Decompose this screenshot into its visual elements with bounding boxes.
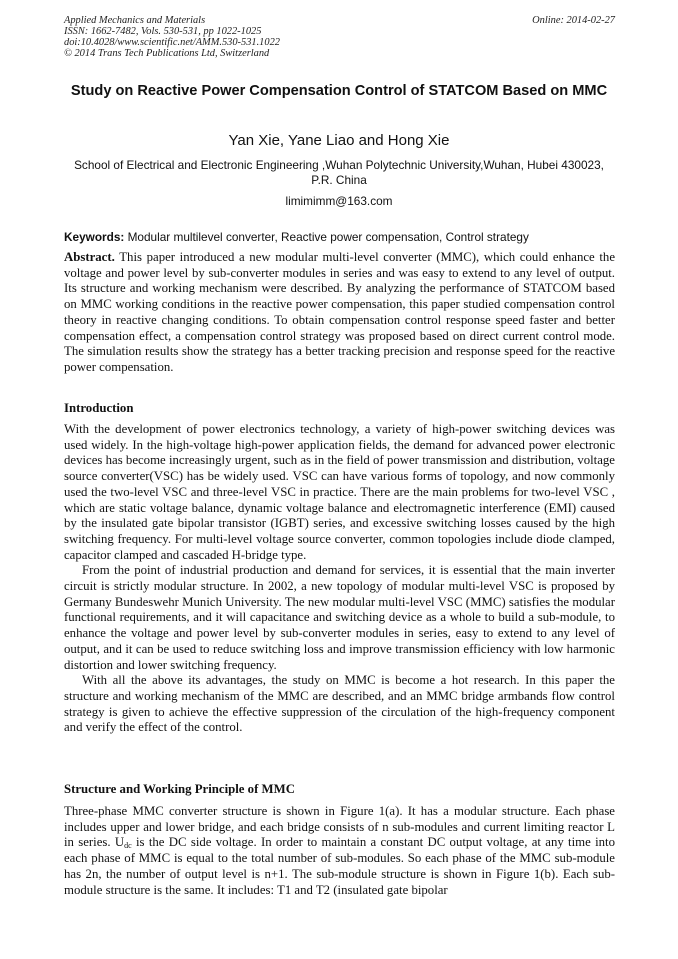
intro-paragraph-3: With all the above its advantages, the study on MMC is become a hot research. In this paper the structure and working mechanism of the MMC are described, and an MMC bridge armbands flow control strategy is given to achieve the effective suppression of the circulation of the high-frequency component and verify the effect of the control. <box>64 673 615 735</box>
abstract <box>64 250 615 376</box>
issn-line: ISSN: 1662-7482, Vols. 530-531, pp 1022-1025 <box>64 26 262 37</box>
udc-subscript: dc <box>124 841 132 851</box>
paper-title: Study on Reactive Power Compensation Control of STATCOM Based on MMC <box>70 83 608 99</box>
introduction-body <box>64 422 615 736</box>
abstract-text: This paper introduced a new modular multi-level converter (MMC), which could enhance the voltage and power level by sub-converter modules in series and was easy to extend to any level of output. Its structure and working mechanism were described. By analyzing the performance of STATCOM based on MMC working conditions in the reactive power compensation, this paper studied compensation control theory in reactive changing conditions. To obtain compensation control response speed faster and better compensation effect, a compensation control strategy was proposed based on direct current control mode. The simulation results show the strategy has a better tracking precision and response speed for the reactive power compensation. <box>64 250 615 374</box>
structure-paragraph-1 <box>64 804 615 898</box>
email: limimimm@163.com <box>285 194 393 208</box>
structure-text-a: Three-phase MMC converter structure is shown in Figure 1(a). It has a modular structure. Each phase includes upper and lower bridge, and each bridge consists of n sub-modules and current limiting reactor L in series. U <box>64 804 615 850</box>
journal-name: Applied Mechanics and Materials <box>64 15 206 26</box>
online-date: Online: 2014-02-27 <box>532 15 615 26</box>
keywords <box>64 230 616 244</box>
section-heading-structure: Structure and Working Principle of MMC <box>64 782 295 796</box>
authors: Yan Xie, Yane Liao and Hong Xie <box>228 132 450 149</box>
intro-paragraph-1: With the development of power electronics technology, a variety of high-power switching devices was used widely. In the high-voltage high-power application fields, the demand for advanced power electronic devices has become increasingly urgent, such as in the field of power transmission and distribution, voltage source converter(VSC) has be widely used. VSC can have various forms of topology, and now commonly used the two-level VSC and three-level VSC in practice. There are the main problems for two-level VSC , which are static voltage balance, dynamic voltage balance and electromagnetic interference (EMI) caused by the insulated gate bipolar transistor (IGBT) series, and excessive switching losses caused by the high switching frequency. For multi-level voltage source converter, common topologies include diode clamped, capacitor clamped and cascaded H-bridge type. <box>64 422 615 562</box>
copyright-line: © 2014 Trans Tech Publications Ltd, Switzerland <box>64 48 270 59</box>
doi-line: doi:10.4028/www.scientific.net/AMM.530-531.1022 <box>64 37 280 48</box>
running-header <box>64 15 280 59</box>
intro-paragraph-2: From the point of industrial production and demand for services, it is essential that the main inverter circuit is strictly modular structure. In 2002, a new topology of modular multi-level VSC is proposed by Germany Bundeswehr Munich University. The new modular multi-level VSC (MMC) satisfies the modular functional requirements, and it will capacitance and switching device as a whole to build a sub-module, to enhance the voltage and power level by sub-converter modules in series, easy to extend to any level of output, and it can be used to reduce switching loss and improve transmission efficiency with low harmonic distortion and lower switching frequency. <box>64 563 615 672</box>
keywords-text: Modular multilevel converter, Reactive power compensation, Control strategy <box>127 230 529 244</box>
affiliation: School of Electrical and Electronic Engineering ,Wuhan Polytechnic University,Wuhan, Hubei 430023, P.R. China <box>74 158 604 187</box>
structure-body <box>64 804 615 898</box>
keywords-label: Keywords: <box>64 230 125 244</box>
section-heading-introduction: Introduction <box>64 401 134 415</box>
structure-text-b: is the DC side voltage. In order to maintain a constant DC output voltage, at any time into each phase of MMC is equal to the total number of sub-modules. So each phase of the MMC sub-module has 2n, the number of output level is n+1. The sub-module structure is shown in Figure 1(b). Each sub-module structure is the same. It includes: T1 and T2 (insulated gate bipolar <box>64 835 615 897</box>
abstract-label: Abstract. <box>64 250 115 264</box>
